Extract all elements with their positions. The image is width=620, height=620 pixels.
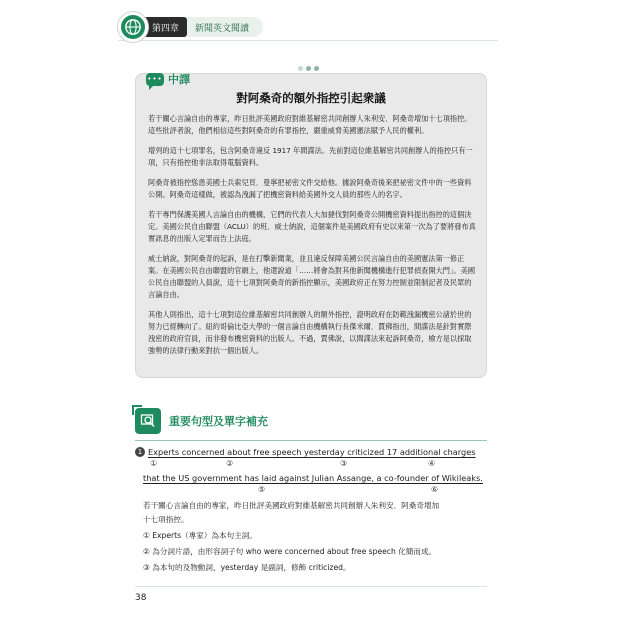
translation-header xyxy=(146,71,190,87)
sentence-part: Experts concerned about free speech yesterday criticized 17 additional charges xyxy=(148,447,476,457)
dot xyxy=(314,66,319,71)
sentence-part: a co-founder of Wikileaks. xyxy=(373,473,483,483)
page-dots xyxy=(298,66,319,71)
translation-label: 中譯 xyxy=(168,73,190,86)
dot xyxy=(306,66,311,71)
globe-icon xyxy=(118,12,148,42)
chapter-tab xyxy=(118,15,263,39)
item-number: 1 xyxy=(135,447,145,457)
translation-line: 若干關心言論自由的專家，昨日批評美國政府對維基解密共同創辦人朱利安．阿桑奇增加 xyxy=(143,501,440,510)
paragraph: 若干關心言論自由的專家，昨日批評美國政府對維基解密共同創辦人朱利安．阿桑奇增加十七項指控。這些批評者說，他們相信這些對阿桑奇的有罪指控，嚴重威脅美國憲法賦予人民的權利。 xyxy=(148,114,472,135)
sentence-part: that the US government has laid against Julian Assange, xyxy=(143,473,374,483)
grammar-note: ③ 為本句的及物動詞，yesterday 是副詞，修飾 criticized。 xyxy=(143,563,351,572)
footer-divider xyxy=(135,586,487,587)
paragraph: 威士納說，對阿桑奇的起訴，是在打擊新聞業，並且違反保障美國公民言論自由的美國憲法第一修正案。在美國公民自由聯盟的官網上，他還說道「……將會為對其他新聞機構進行犯罪偵查開大門」。美國公民自由聯盟的人員說，這十七項對阿桑奇的新指控顯示，美國政府正在努力控制並限制記者及民眾的言論自由。 xyxy=(148,254,476,299)
section-title: 重要句型及單字補充 xyxy=(169,415,268,428)
magnifier-icon xyxy=(135,408,161,434)
section-divider xyxy=(135,440,487,441)
paragraph: 若干專門保護美國人言論自由的機構，它們的代表人大加撻伐對阿桑奇公開機密資料提出指控的這個決定。美國公民自由聯盟（ACLU）的班．威士納說，這個案件是美國政府有史以來第一次為了要將發布真實訊息的出版人定罪而告上法庭。 xyxy=(148,210,476,243)
dot xyxy=(298,66,303,71)
marker: ③ xyxy=(340,459,348,468)
marker: ① xyxy=(150,459,158,468)
marker: ② xyxy=(226,459,234,468)
translation-line: 十七項指控。 xyxy=(143,515,189,524)
chapter-label: 第四章 xyxy=(138,17,187,37)
speech-bubble-icon: ••• xyxy=(146,73,164,86)
grammar-note: ① Experts（專家）為本句主詞。 xyxy=(143,531,257,540)
paragraph: 增列的這十七項罪名，包含阿桑奇違反 1917 年間諜法。先前對這位維基解密共同創辦人的指控只有一項，只有指控他非法取得電腦資料。 xyxy=(148,146,473,167)
marker: ⑥ xyxy=(431,485,439,494)
marker: ⑤ xyxy=(258,485,266,494)
grammar-note: ② 為分詞片語，由形容詞子句 who were concerned about free speech 化簡而成。 xyxy=(143,547,437,556)
paragraph: 阿桑奇被指控慫恿美國士兵索兒頁．曼寧把祕密文件交給他。據說阿桑奇後來把祕密文件中的一些資料公開。阿桑奇這樣做，被認為洩漏了把機密資料給美國外交人員的那些人的名字。 xyxy=(148,178,472,199)
header-divider xyxy=(118,40,498,41)
translation-paragraphs xyxy=(148,113,478,365)
page-number: 38 xyxy=(135,593,147,603)
chapter-title: 新聞英文閱讀 xyxy=(187,17,263,37)
paragraph: 其他人則指出，這十七項對這位維基解密共同創辦人的額外指控，證明政府在防範洩漏機密公諸於世的努力已經轉向了。紐約哥倫比亞大學的一個言論自由機構執行長傑米爾．賈佛指出，間諜法是針對實際洩密的政府官員，而非發布機密資料的出版人。不過，賈佛說，以間諜法來起訴阿桑奇，檢方是以採取強勢的法律行動來對抗一個出版人。 xyxy=(148,310,472,355)
marker: ④ xyxy=(428,459,436,468)
vocab-section-header xyxy=(135,408,268,434)
example-sentence-line-2 xyxy=(143,473,483,483)
example-sentence-line-1 xyxy=(135,447,476,457)
article-title: 對阿桑奇的額外指控引起衆議 xyxy=(236,91,386,105)
